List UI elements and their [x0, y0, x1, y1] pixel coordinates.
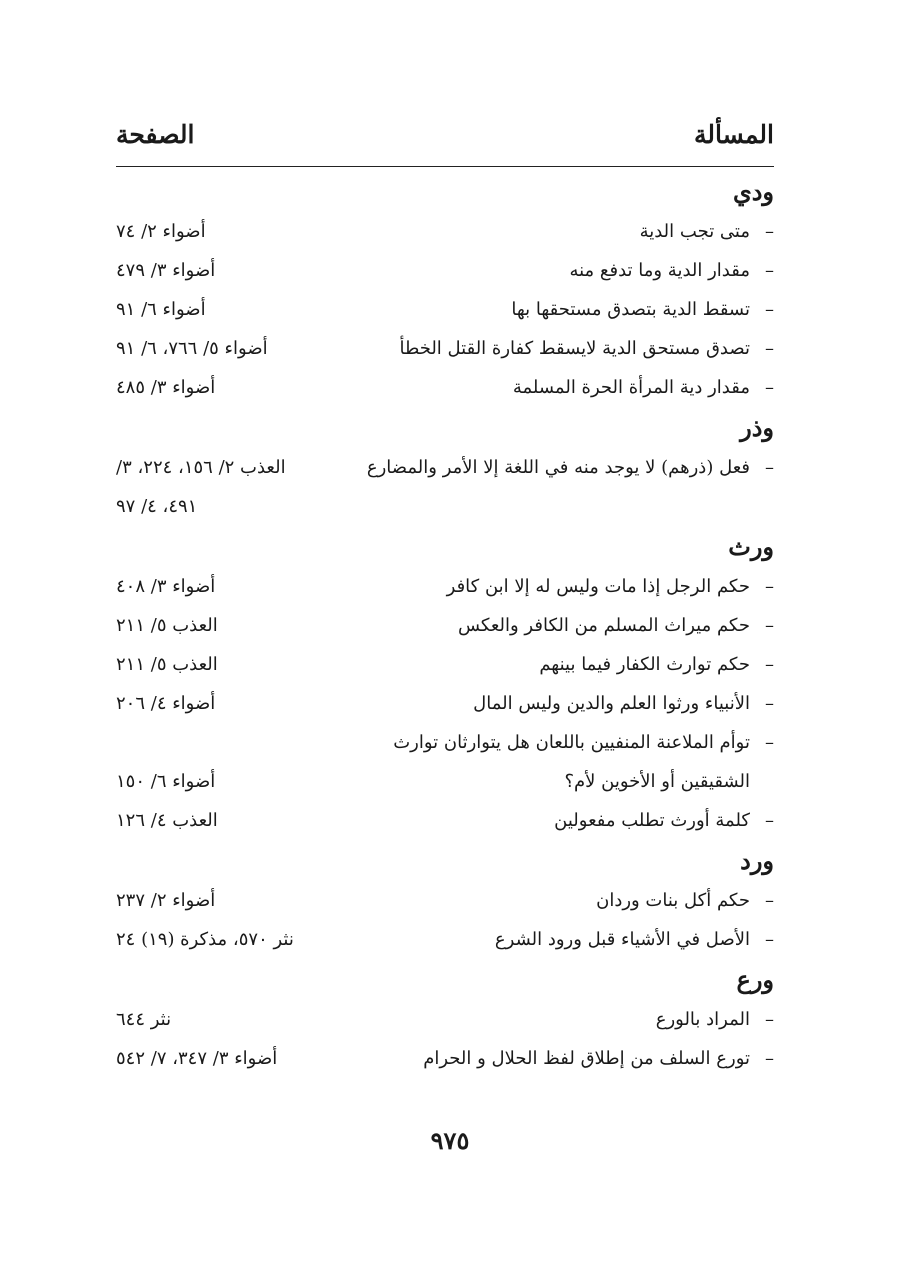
entry-text: فعل (ذرهم) لا يوجد منه في اللغة إلا الأمر والمضارع: [366, 457, 750, 478]
index-entry: [116, 1040, 774, 1079]
entry-reference: أضواء ٢/ ٢٣٧: [116, 890, 216, 911]
entry-dash: –: [765, 1048, 774, 1069]
entry-reference: أضواء ٣/ ٤٧٩: [116, 260, 216, 281]
entry-text: حكم توارث الكفار فيما بينهم: [539, 654, 750, 675]
entry-dash: –: [765, 1009, 774, 1030]
entry-dash: –: [765, 260, 774, 281]
index-entry: [116, 568, 774, 607]
index-entry: [116, 882, 774, 921]
root-heading: [116, 172, 774, 213]
root-letters: ورد: [740, 846, 774, 875]
entry-dash: –: [765, 929, 774, 950]
entry-text: الأصل في الأشياء قبل ورود الشرع: [494, 929, 750, 950]
entry-dash: –: [765, 338, 774, 359]
entry-dash: –: [765, 615, 774, 636]
entry-dash: –: [765, 457, 774, 478]
index-entry: [116, 488, 774, 527]
root-heading: [116, 960, 774, 1001]
header-rule: [116, 166, 774, 167]
entry-dash: –: [765, 890, 774, 911]
entry-reference: العذب ٢/ ١٥٦، ٢٢٤، ٣/: [116, 457, 286, 478]
entry-dash: –: [765, 377, 774, 398]
root-heading: [116, 841, 774, 882]
index-entry: [116, 646, 774, 685]
entry-dash: –: [765, 654, 774, 675]
entry-dash: –: [765, 299, 774, 320]
index-entry: [116, 369, 774, 408]
entry-reference: أضواء ٤/ ٢٠٦: [116, 693, 216, 714]
entry-reference: العذب ٤/ ١٢٦: [116, 810, 218, 831]
root-letters: ورع: [736, 965, 774, 994]
entry-text: كلمة أورث تطلب مفعولين: [554, 810, 750, 831]
entry-text: حكم أكل بنات وردان: [596, 890, 750, 911]
entry-text: مقدار دية المرأة الحرة المسلمة: [512, 377, 750, 398]
entry-text: حكم ميراث المسلم من الكافر والعكس: [457, 615, 750, 636]
index-entry: [116, 763, 774, 802]
entry-text: تسقط الدية بتصدق مستحقها بها: [511, 299, 750, 320]
entry-text: مقدار الدية وما تدفع منه: [569, 260, 750, 281]
entry-dash: –: [765, 810, 774, 831]
root-letters: وذر: [740, 413, 774, 442]
entry-reference: أضواء ٣/ ٤٠٨: [116, 576, 216, 597]
entry-reference: أضواء ٦/ ١٥٠: [116, 771, 216, 792]
page-number: ٩٧٥: [430, 1126, 470, 1155]
index-body: [116, 172, 774, 1079]
entry-reference: أضواء ٥/ ٧٦٦، ٦/ ٩١: [116, 338, 268, 359]
index-entry: [116, 921, 774, 960]
index-entry: [116, 449, 774, 488]
entry-text: حكم الرجل إذا مات وليس له إلا ابن كافر: [446, 576, 750, 597]
entry-reference: العذب ٥/ ٢١١: [116, 615, 218, 636]
index-entry: [116, 685, 774, 724]
entry-dash: –: [765, 693, 774, 714]
root-heading: [116, 408, 774, 449]
header-page-label: الصفحة: [116, 120, 195, 149]
entry-reference: أضواء ٣/ ٣٤٧، ٧/ ٥٤٢: [116, 1048, 278, 1069]
index-entry: [116, 607, 774, 646]
index-entry: [116, 1001, 774, 1040]
entry-dash: –: [765, 576, 774, 597]
entry-text: الشقيقين أو الأخوين لأم؟: [564, 771, 750, 792]
entry-reference: نثر ٥٧٠، مذكرة (١٩) ٢٤: [116, 929, 294, 950]
index-entry: [116, 802, 774, 841]
entry-reference: أضواء ٦/ ٩١: [116, 299, 206, 320]
entry-text: تصدق مستحق الدية لايسقط كفارة القتل الخطأ: [399, 338, 750, 359]
column-header: [116, 120, 774, 160]
index-entry: [116, 724, 774, 763]
entry-dash: –: [765, 732, 774, 753]
header-issue-label: المسألة: [694, 120, 774, 149]
entry-reference: ٤٩١، ٤/ ٩٧: [116, 496, 198, 517]
entry-reference: أضواء ٣/ ٤٨٥: [116, 377, 216, 398]
entry-text: الأنبياء ورثوا العلم والدين وليس المال: [473, 693, 750, 714]
entry-reference: العذب ٥/ ٢١١: [116, 654, 218, 675]
entry-dash: –: [765, 221, 774, 242]
entry-text: المراد بالورع: [655, 1009, 750, 1030]
entry-text: متى تجب الدية: [639, 221, 750, 242]
index-entry: [116, 252, 774, 291]
index-entry: [116, 213, 774, 252]
entry-text: تورع السلف من إطلاق لفظ الحلال و الحرام: [423, 1048, 750, 1069]
root-heading: [116, 527, 774, 568]
entry-text: توأم الملاعنة المنفيين باللعان هل يتوارثان توارث: [393, 732, 750, 753]
index-entry: [116, 330, 774, 369]
root-letters: ورث: [728, 532, 774, 561]
root-letters: ودي: [732, 177, 774, 206]
entry-reference: نثر ٦٤٤: [116, 1009, 172, 1030]
entry-reference: أضواء ٢/ ٧٤: [116, 221, 206, 242]
index-entry: [116, 291, 774, 330]
